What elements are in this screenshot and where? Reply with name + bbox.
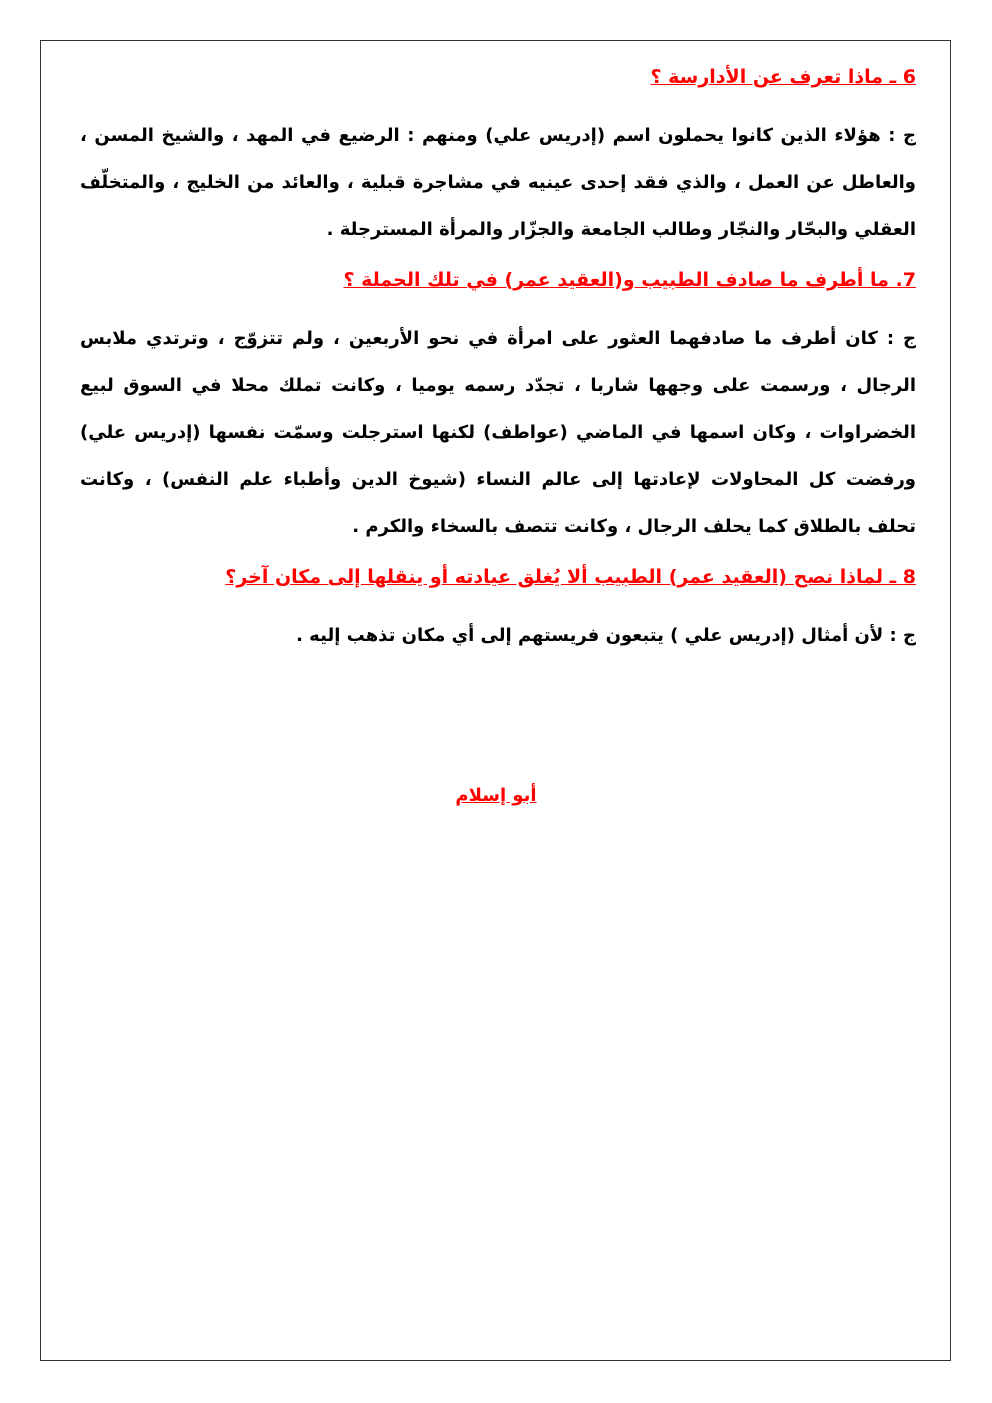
section-7 bbox=[80, 263, 916, 550]
section-6 bbox=[80, 60, 916, 253]
answer-7: ج : كان أطرف ما صادفهما العثور على امرأة في نحو الأربعين ، ولم تتزوّج ، وترتدي ملابس الرجال ، ورسمت على وجهها شاربا ، تجدّد رسمه يوميا ، وكانت تملك محلا في السوق لبيع الخضراوات ، وكان اسمها في الماضي (عواطف) لكنها استرجلت وسمّت نفسها (إدريس علي) ورفضت كل المحاولات لإعادتها إلى عالم النساء (شيوخ الدين وأطباء علم النفس) ، وكانت تحلف بالطلاق كما يحلف الرجال ، وكانت تتصف بالسخاء والكرم . bbox=[80, 328, 916, 537]
question-7: 7. ما أطرف ما صادف الطبيب و(العقيد عمر) في تلك الحملة ؟ bbox=[343, 269, 916, 291]
answer-6: ج : هؤلاء الذين كانوا يحملون اسم (إدريس علي) ومنهم : الرضيع في المهد ، والشيخ المسن ، والعاطل عن العمل ، والذي فقد إحدى عينيه في مشاجرة قبلية ، والعائد من الخليج ، والمتخلّف العقلي والبحّار والنجّار وطالب الجامعة والجزّار والمرأة المسترجلة . bbox=[80, 125, 916, 240]
author-signature: أبو إسلام bbox=[455, 785, 537, 806]
answer-8: ج : لأن أمثال (إدريس علي ) يتبعون فريستهم إلى أي مكان تذهب إليه . bbox=[296, 625, 916, 646]
question-8: 8 ـ لماذا نصح (العقيد عمر) الطبيب ألا يُغلق عيادته أو ينقلها إلى مكان آخر؟ bbox=[225, 566, 916, 588]
question-6: 6 ـ ماذا تعرف عن الأدارسة ؟ bbox=[650, 66, 916, 88]
section-8 bbox=[80, 560, 916, 659]
document-body bbox=[80, 60, 916, 669]
